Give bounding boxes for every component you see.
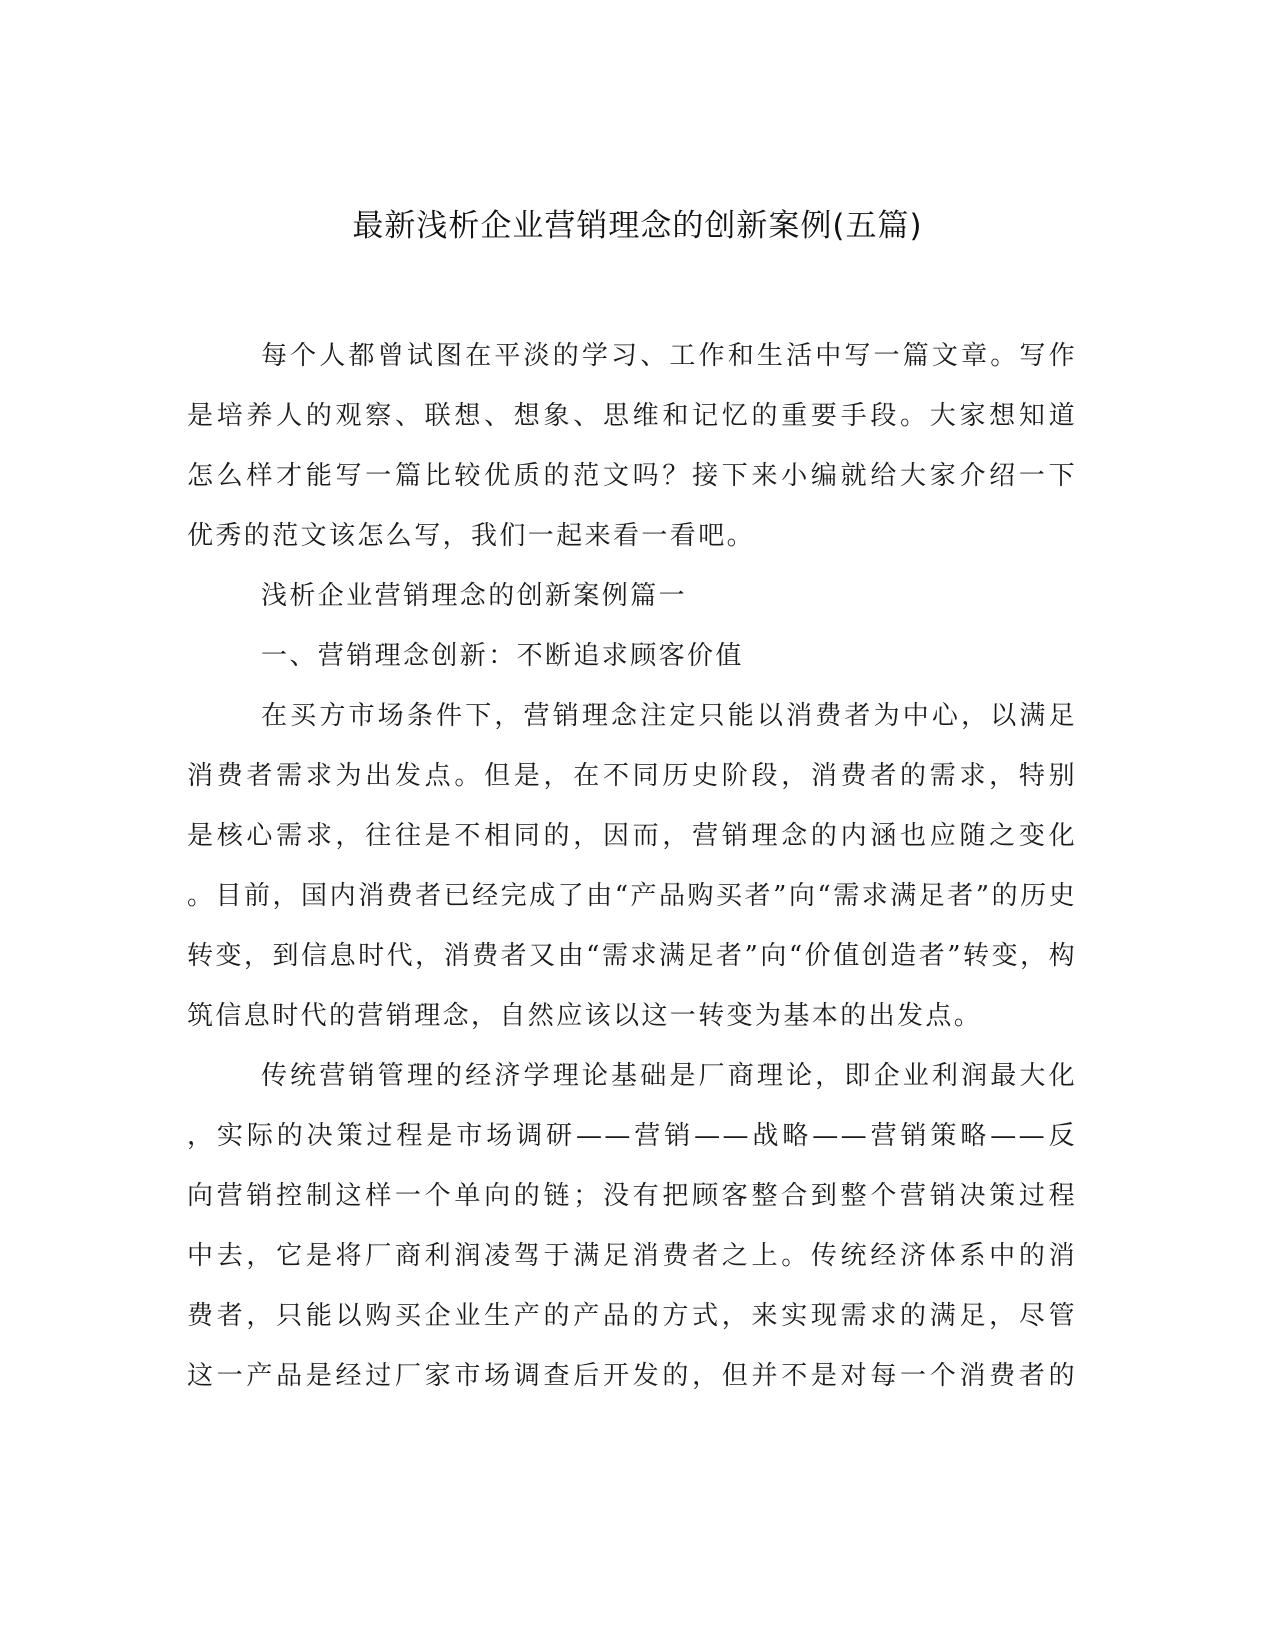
text-line: 一、营销理念创新：不断追求顾客价值	[261, 641, 744, 671]
text-line: 这一产品是经过厂家市场调查后开发的，但并不是对每一个消费者的	[187, 1361, 1077, 1391]
text-line: 怎么样才能写一篇比较优质的范文吗？接下来小编就给大家介绍一下	[187, 461, 1077, 491]
text-line: 传统营销管理的经济学理论基础是厂商理论，即企业利润最大化	[261, 1061, 1077, 1091]
text-line: 筑信息时代的营销理念，自然应该以这一转变为基本的出发点。	[187, 1001, 983, 1031]
text-line: 在买方市场条件下，营销理念注定只能以消费者为中心，以满足	[261, 701, 1077, 731]
document-body	[187, 326, 1077, 1406]
text-line: 浅析企业营销理念的创新案例篇一	[261, 581, 688, 611]
text-line: ，实际的决策过程是市场调研——营销——战略——营销策略——反	[187, 1121, 1077, 1151]
text-line: 是培养人的观察、联想、想象、思维和记忆的重要手段。大家想知道	[187, 401, 1077, 431]
text-line: 。目前，国内消费者已经完成了由“产品购买者”向“需求满足者”的历史	[187, 881, 1077, 911]
text-line: 优秀的范文该怎么写，我们一起来看一看吧。	[187, 521, 756, 551]
text-line: 每个人都曾试图在平淡的学习、工作和生活中写一篇文章。写作	[261, 341, 1077, 371]
text-line: 消费者需求为出发点。但是，在不同历史阶段，消费者的需求，特别	[187, 761, 1077, 791]
text-line: 费者，只能以购买企业生产的产品的方式，来实现需求的满足，尽管	[187, 1301, 1077, 1331]
text-line: 向营销控制这样一个单向的链；没有把顾客整合到整个营销决策过程	[187, 1181, 1077, 1211]
document-title: 最新浅析企业营销理念的创新案例(五篇)	[352, 208, 923, 244]
text-line: 转变，到信息时代，消费者又由“需求满足者”向“价值创造者”转变，构	[187, 941, 1077, 971]
text-line: 是核心需求，往往是不相同的，因而，营销理念的内涵也应随之变化	[187, 821, 1077, 851]
text-line: 中去，它是将厂商利润凌驾于满足消费者之上。传统经济体系中的消	[187, 1241, 1077, 1271]
